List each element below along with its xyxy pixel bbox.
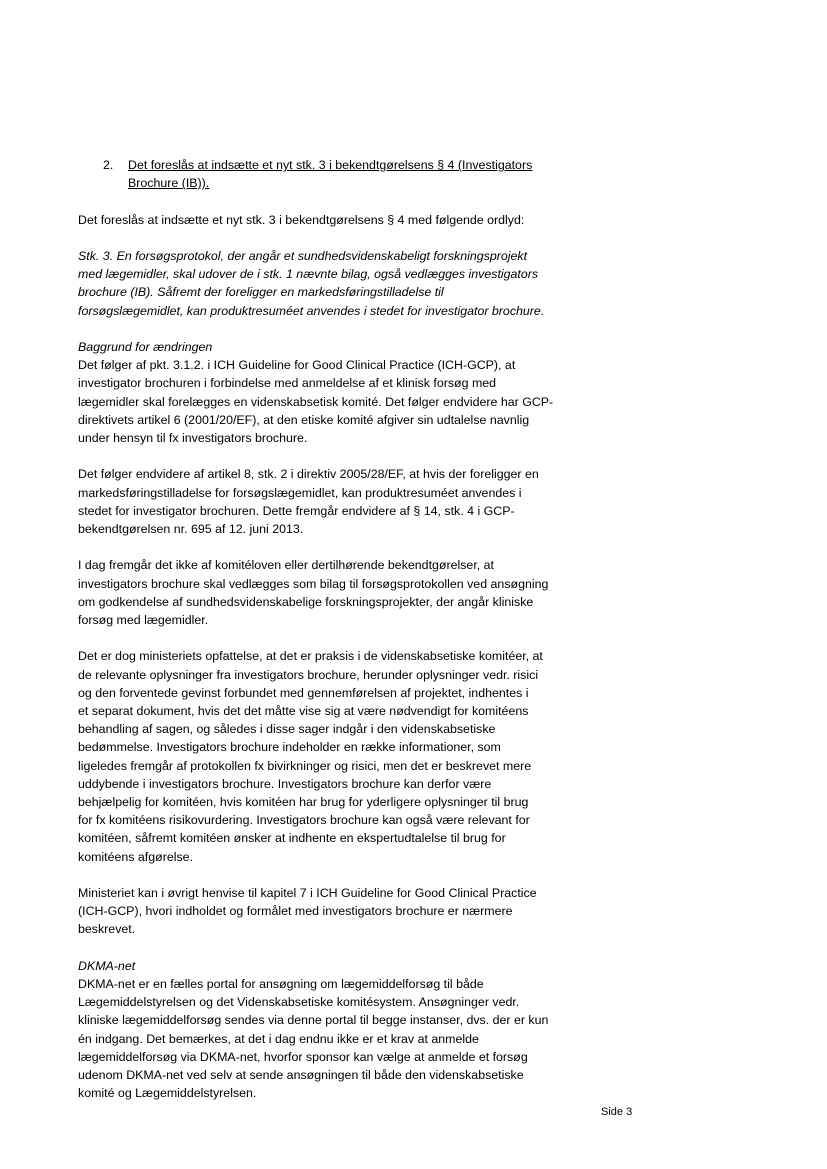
paragraph-line: Det følger af pkt. 3.1.2. i ICH Guideline for Good Clinical Practice (ICH-GCP), at — [78, 358, 516, 373]
item-title — [128, 156, 578, 192]
paragraph-line: investigator brochuren i forbindelse med anmeldelse af et klinisk forsøg med — [78, 376, 497, 391]
paragraph-line: beskrevet. — [78, 922, 136, 937]
paragraph-line: Lægemiddelstyrelsen og det Videnskabsetiske komitésystem. Ansøgninger vedr. — [78, 995, 520, 1010]
paragraph-line: bedømmelse. Investigators brochure indeholder en række informationer, som — [78, 740, 501, 755]
proposed-wording-line: Stk. 3. En forsøgsprotokol, der angår et sundhedsvidenskabeligt forskningsprojekt — [78, 248, 528, 263]
paragraph-line: for fx komitéens risikovurdering. Investigators brochure kan også være relevant for — [78, 813, 530, 828]
paragraph-line: lægemidler skal forelægges en videnskabsetisk komité. Det følger endvidere har GCP- — [78, 394, 554, 409]
paragraph-line: et separat dokument, hvis det det måtte vise sig at være nødvendigt for komitéens — [78, 704, 529, 718]
proposed-wording-line: med lægemidler, skal udover de i stk. 1 nævnte bilag, også vedlægges investigators — [78, 267, 539, 282]
paragraph-line: bekendtgørelsen nr. 695 af 12. juni 2013. — [78, 522, 304, 536]
paragraph-line: stedet for investigator brochuren. Dette fremgår endvidere af § 14, stk. 4 i GCP- — [78, 503, 515, 518]
paragraph-line: og den forventede gevinst forbundet med gennemførelsen af projektet, indhentes i — [78, 685, 529, 700]
paragraph-line: komité og Lægemiddelstyrelsen. — [78, 1086, 257, 1101]
background-paragraph — [78, 556, 578, 629]
intro-paragraph: Det foreslås at indsætte et nyt stk. 3 i bekendtgørelsens § 4 med følgende ordlyd: — [78, 212, 525, 227]
paragraph-line: Ministeriet kan i øvrigt henvise til kapitel 7 i ICH Guideline for Good Clinical Practice — [78, 886, 537, 901]
background-heading: Baggrund for ændringen — [78, 339, 213, 354]
paragraph-line: komitéens afgørelse. — [78, 849, 194, 864]
paragraph-line: investigators brochure skal vedlægges som bilag til forsøgsprotokollen ved ansøgning — [78, 576, 549, 591]
item-title-line: Det foreslås at indsætte et nyt stk. 3 i bekendtgørelsens § 4 (Investigators — [128, 158, 533, 172]
proposed-wording-line: forsøgslægemidlet, kan produktresuméet anvendes i stedet for investigator brochure. — [78, 303, 545, 318]
paragraph-line: behandling af sagen, og således i disse sager indgår i den videnskabsetiske — [78, 722, 496, 737]
paragraph-line: (ICH-GCP), hvori indholdet og formålet med investigators brochure er nærmere — [78, 904, 513, 919]
proposed-wording-line: brochure (IB). Såfremt der foreligger en markedsføringstilladelse til — [78, 285, 444, 300]
paragraph-line: Det følger endvidere af artikel 8, stk. 2 i direktiv 2005/28/EF, at hvis der foreligger en — [78, 467, 539, 482]
numbered-item — [78, 156, 578, 192]
paragraph-line: de relevante oplysninger fra investigators brochure, herunder oplysninger vedr. risici — [78, 667, 539, 682]
item-number: 2. — [103, 158, 114, 172]
paragraph-line: uddybende i investigators brochure. Investigators brochure kan derfor være — [78, 776, 492, 791]
item-title-line: Brochure (IB)). — [128, 176, 210, 191]
background-paragraph — [78, 884, 578, 939]
dkma-paragraph — [78, 975, 578, 1102]
paragraph-line: én indgang. Det bemærkes, at det i dag endnu ikke er et krav at anmelde — [78, 1031, 479, 1046]
paragraph-line: komitéen, såfremt komitéen ønsker at indhente en ekspertudtalelse til brug for — [78, 831, 506, 846]
paragraph-line: DKMA-net er en fælles portal for ansøgning om lægemiddelforsøg til både — [78, 977, 484, 992]
paragraph-line: Det er dog ministeriets opfattelse, at det er praksis i de videnskabsetiske komitéer, at — [78, 649, 543, 664]
background-paragraph — [78, 356, 578, 447]
paragraph-line: direktivets artikel 6 (2001/20/EF), at den etiske komité afgiver sin udtalelse navnlig — [78, 412, 530, 427]
paragraph-line: udenom DKMA-net ved selv at sende ansøgningen til både den videnskabsetiske — [78, 1068, 524, 1083]
background-paragraph — [78, 465, 578, 538]
paragraph-line: ligeledes fremgår af protokollen fx bivirkninger og risici, men det er beskrevet mere — [78, 758, 532, 773]
paragraph-line: lægemiddelforsøg via DKMA-net, hvorfor sponsor kan vælge at anmelde et forsøg — [78, 1049, 528, 1064]
paragraph-line: kliniske lægemiddelforsøg sendes via denne portal til begge instanser, dvs. der er kun — [78, 1013, 549, 1028]
proposed-wording — [78, 247, 578, 320]
dkma-heading: DKMA-net — [78, 958, 136, 973]
paragraph-line: under hensyn til fx investigators brochure. — [78, 431, 308, 445]
paragraph-line: forsøg med lægemidler. — [78, 613, 209, 627]
document-body — [78, 156, 578, 1102]
background-paragraph — [78, 647, 578, 865]
page-number: Side 3 — [601, 1106, 633, 1118]
paragraph-line: behjælpelig for komitéen, hvis komitéen har brug for yderligere oplysninger til brug — [78, 795, 529, 810]
paragraph-line: I dag fremgår det ikke af komitéloven eller dertilhørende bekendtgørelser, at — [78, 558, 494, 573]
paragraph-line: markedsføringstilladelse for forsøgslægemidlet, kan produktresuméet anvendes i — [78, 485, 522, 500]
paragraph-line: om godkendelse af sundhedsvidenskabelige forskningsprojekter, der angår kliniske — [78, 594, 534, 609]
